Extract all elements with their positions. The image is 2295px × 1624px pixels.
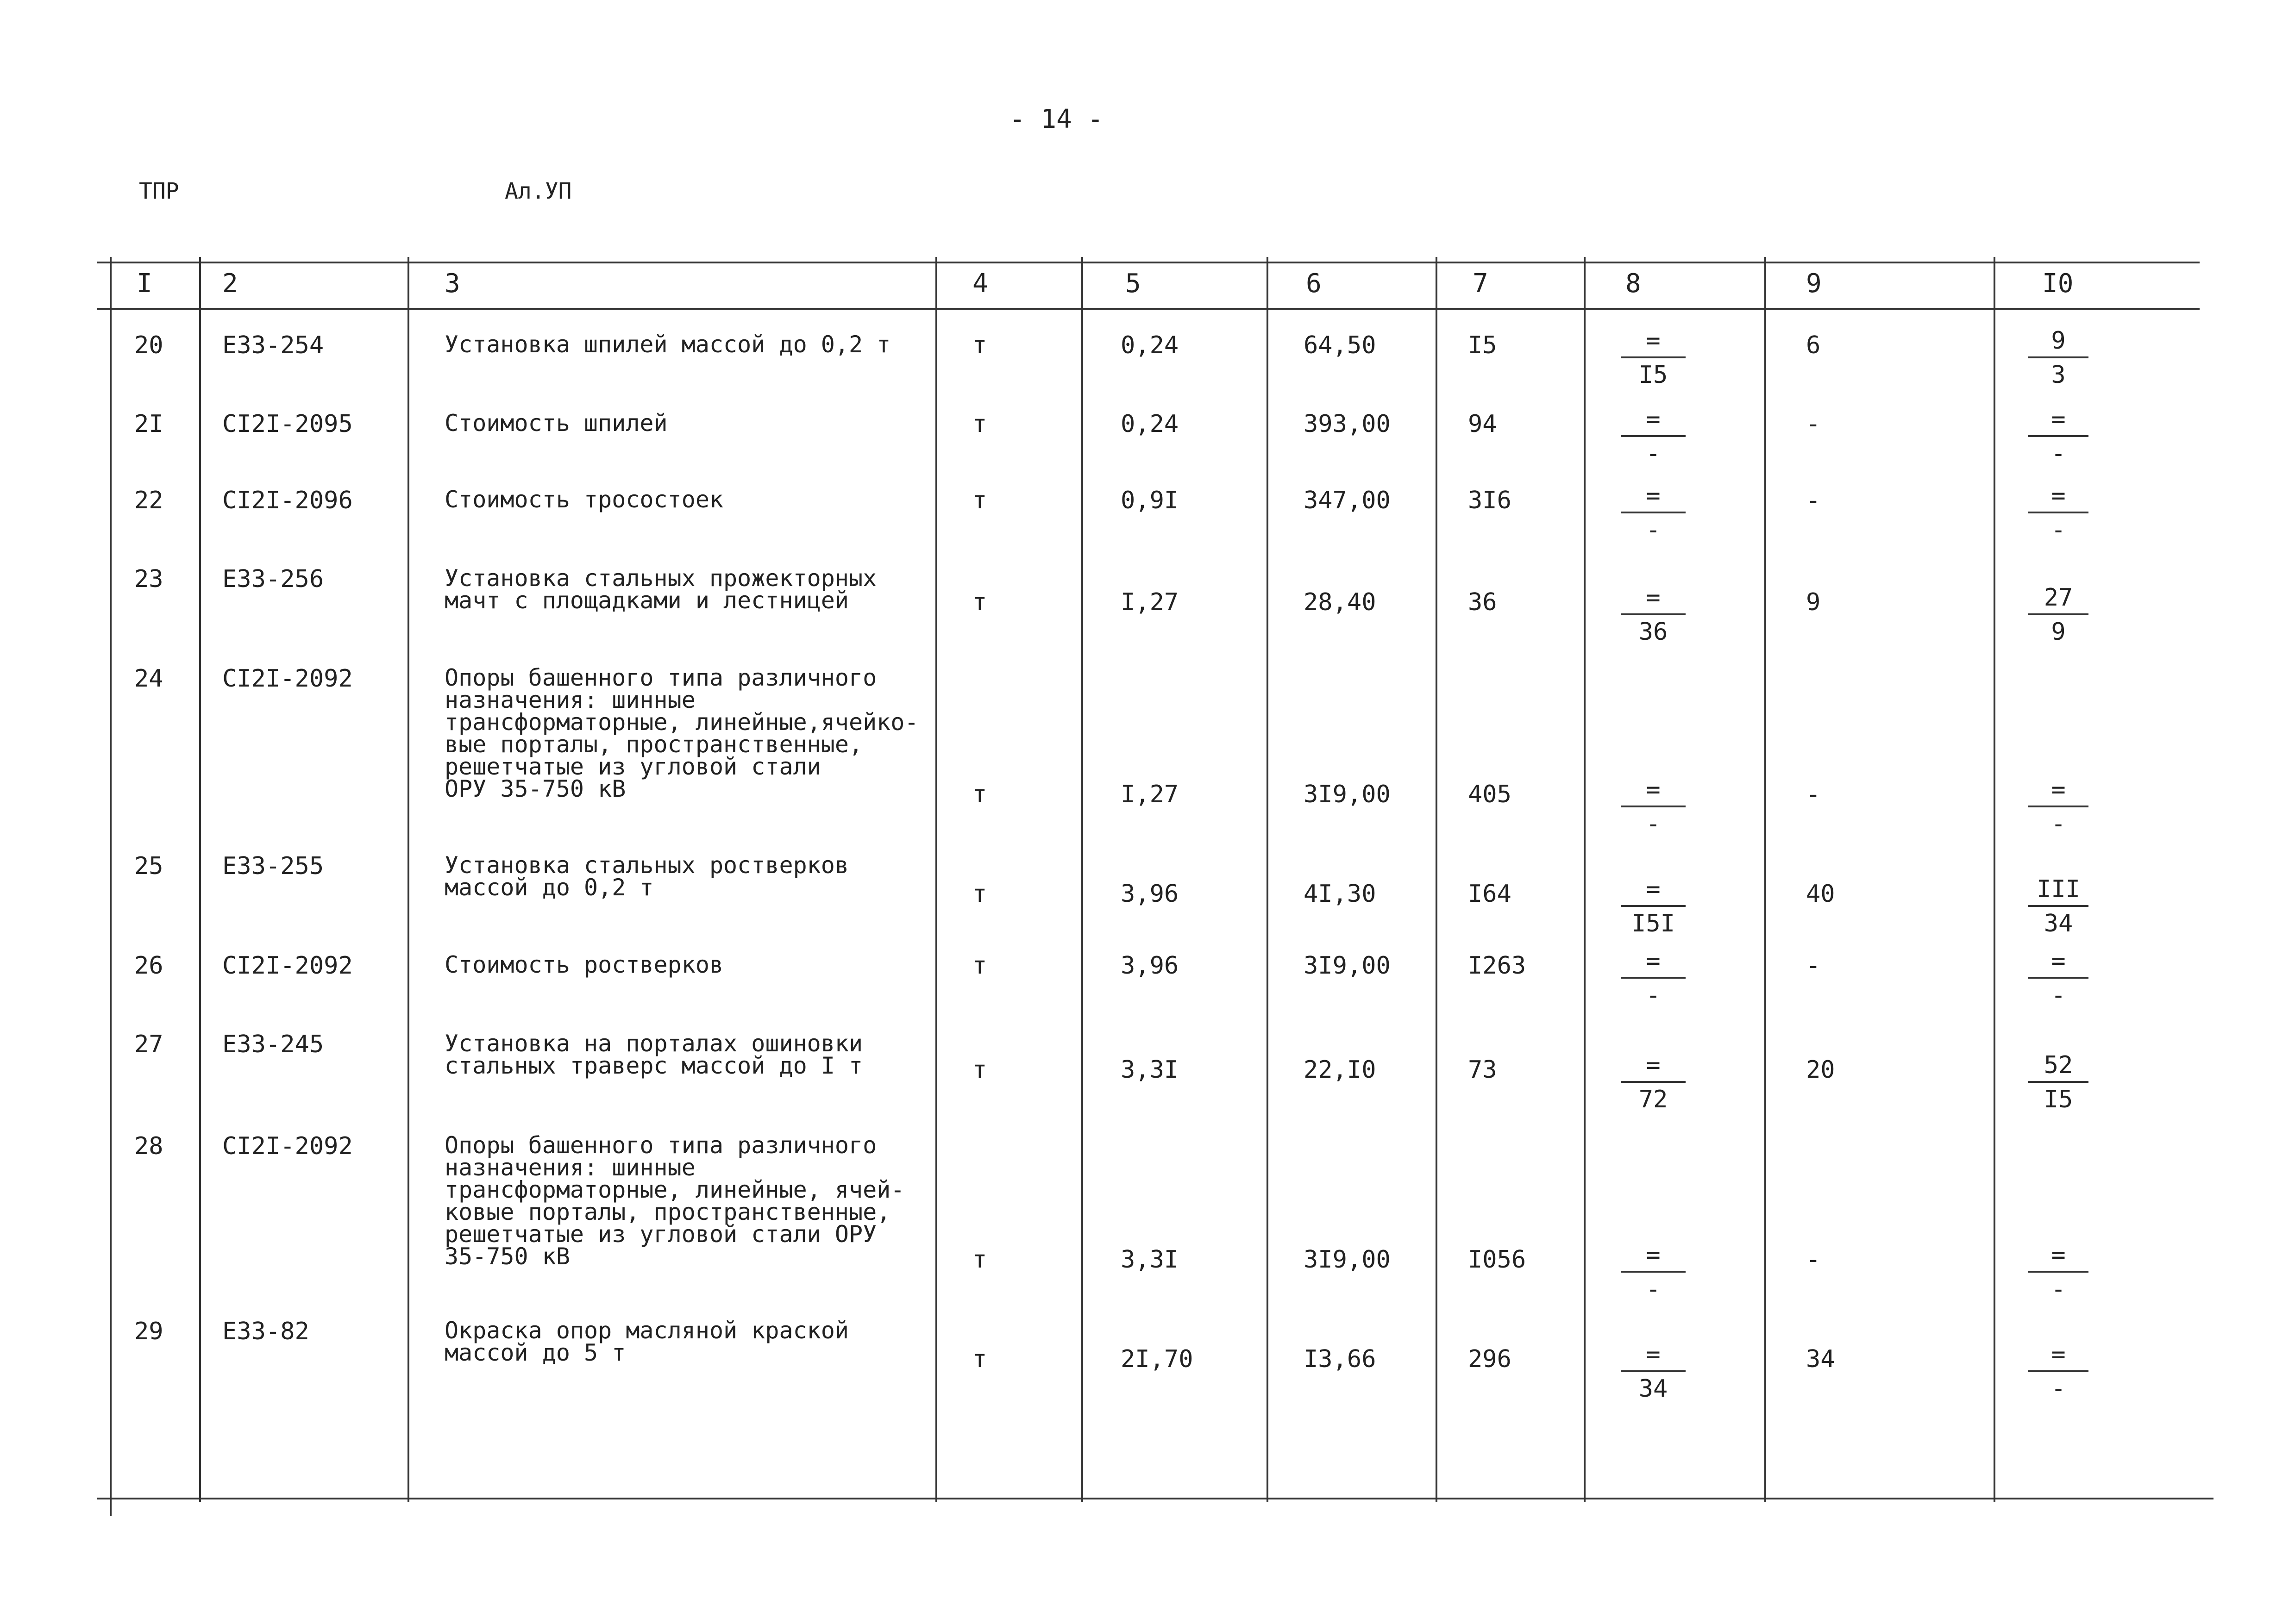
- col-header-1: I: [137, 269, 152, 299]
- row-c10-denominator: I5: [2044, 1086, 2073, 1113]
- row-c10-fraction-bar: [2028, 356, 2088, 358]
- row-description: Установка на порталах ошиновки стальных траверс массой до I т: [445, 1030, 863, 1079]
- row-c10-fraction-bar: [2028, 435, 2088, 437]
- row-c10-numerator: III: [2037, 875, 2080, 903]
- row-c8-denominator: 72: [1638, 1086, 1668, 1113]
- row-code: СI2I-2092: [222, 1132, 353, 1160]
- row-c8-numerator: =: [1646, 1241, 1661, 1269]
- row-unit-price: 3I9,00: [1304, 1246, 1391, 1274]
- row-unit: т: [972, 781, 987, 808]
- row-quantity: 3,3I: [1121, 1056, 1179, 1084]
- row-code: Е33-245: [222, 1031, 324, 1058]
- row-c9: -: [1806, 410, 1821, 438]
- col-header-8: 8: [1625, 269, 1641, 299]
- row-c10-fraction: [2028, 778, 2088, 836]
- row-number: 23: [134, 565, 163, 593]
- row-unit: т: [972, 331, 987, 359]
- row-c10-numerator: =: [2051, 1341, 2066, 1368]
- col-header-3: 3: [445, 269, 460, 299]
- row-number: 22: [134, 487, 163, 514]
- row-unit-price: 28,40: [1304, 588, 1376, 616]
- row-c10-numerator: 52: [2044, 1051, 2073, 1079]
- row-number: 20: [134, 331, 163, 359]
- row-c8-numerator: =: [1646, 406, 1661, 433]
- row-c8-numerator: =: [1646, 327, 1661, 355]
- row-c8-numerator: =: [1646, 1341, 1661, 1368]
- row-description: Установка стальных прожекторных мачт с площадками и лестницей: [445, 565, 877, 614]
- row-unit: т: [972, 410, 987, 438]
- row-c10-numerator: =: [2051, 482, 2066, 510]
- row-code: СI2I-2095: [222, 410, 353, 438]
- row-c8-denominator: -: [1646, 810, 1661, 838]
- row-c8-denominator: -: [1646, 516, 1661, 544]
- row-c8-fraction-bar: [1621, 435, 1686, 437]
- row-total: 405: [1468, 781, 1511, 808]
- row-c8-fraction: [1621, 407, 1686, 466]
- row-total: 94: [1468, 410, 1497, 438]
- row-code: Е33-256: [222, 565, 324, 593]
- row-c9: -: [1806, 952, 1821, 980]
- row-c8-fraction: [1621, 778, 1686, 836]
- row-c9: 20: [1806, 1056, 1835, 1084]
- row-quantity: 3,3I: [1121, 1246, 1179, 1274]
- row-unit: т: [972, 1246, 987, 1274]
- row-total: 3I6: [1468, 487, 1511, 514]
- row-c10-denominator: -: [2051, 981, 2066, 1009]
- row-c8-fraction: [1621, 877, 1686, 936]
- row-c8-fraction-bar: [1621, 1271, 1686, 1273]
- row-c10-denominator: 34: [2044, 910, 2073, 937]
- row-c10-numerator: 27: [2044, 584, 2073, 612]
- row-c8-fraction: [1621, 1343, 1686, 1401]
- row-c10-denominator: 9: [2051, 618, 2066, 646]
- row-c10-fraction: [2028, 949, 2088, 1007]
- row-quantity: 0,24: [1121, 331, 1179, 359]
- row-c10-fraction: [2028, 329, 2088, 387]
- row-quantity: 2I,70: [1121, 1345, 1193, 1373]
- row-unit: т: [972, 1056, 987, 1084]
- row-c10-numerator: =: [2051, 406, 2066, 433]
- row-c8-denominator: -: [1646, 440, 1661, 468]
- row-description: Установка шпилей массой до 0,2 т: [445, 331, 891, 358]
- row-unit-price: 64,50: [1304, 331, 1376, 359]
- row-c10-denominator: -: [2051, 1275, 2066, 1303]
- row-c10-fraction-bar: [2028, 1271, 2088, 1273]
- row-c8-denominator: 34: [1638, 1375, 1668, 1403]
- row-c10-fraction: [2028, 877, 2088, 936]
- row-c8-fraction: [1621, 586, 1686, 644]
- row-c8-fraction: [1621, 1053, 1686, 1112]
- col-header-9: 9: [1806, 269, 1822, 299]
- row-c10-fraction: [2028, 586, 2088, 644]
- row-description: Опоры башенного типа различного назначения: шинные трансформаторные, линейные,ячейко- вые порталы, пространственные, решетчатые из угловой стали ОРУ 35-750 кВ: [445, 664, 919, 802]
- row-c8-numerator: =: [1646, 875, 1661, 903]
- row-c8-fraction: [1621, 1243, 1686, 1301]
- row-description: Стоимость шпилей: [445, 410, 668, 437]
- header-center: Ал.УП: [505, 178, 572, 204]
- row-c10-numerator: =: [2051, 947, 2066, 975]
- row-number: 28: [134, 1132, 163, 1160]
- row-c10-denominator: -: [2051, 1375, 2066, 1403]
- row-number: 24: [134, 665, 163, 693]
- row-unit: т: [972, 952, 987, 980]
- row-total: 73: [1468, 1056, 1497, 1084]
- row-number: 26: [134, 952, 163, 980]
- row-code: СI2I-2092: [222, 952, 353, 980]
- row-total: I5: [1468, 331, 1497, 359]
- row-c8-fraction: [1621, 484, 1686, 542]
- row-description: Стоимость ростверков: [445, 951, 724, 978]
- row-quantity: 0,24: [1121, 410, 1179, 438]
- col-header-7: 7: [1473, 269, 1488, 299]
- row-code: СI2I-2096: [222, 487, 353, 514]
- row-description: Окраска опор масляной краской массой до 5 т: [445, 1317, 849, 1366]
- row-c8-fraction-bar: [1621, 512, 1686, 513]
- row-c9: -: [1806, 781, 1821, 808]
- row-unit: т: [972, 487, 987, 514]
- row-c10-fraction-bar: [2028, 1081, 2088, 1083]
- row-c10-fraction: [2028, 1343, 2088, 1401]
- row-c9: -: [1806, 487, 1821, 514]
- row-number: 25: [134, 852, 163, 880]
- row-c8-numerator: =: [1646, 584, 1661, 612]
- col-header-6: 6: [1306, 269, 1322, 299]
- row-c9: 6: [1806, 331, 1821, 359]
- header-left: ТПР: [139, 178, 179, 204]
- row-unit: т: [972, 880, 987, 908]
- row-code: Е33-254: [222, 331, 324, 359]
- row-description: Стоимость тросостоек: [445, 486, 724, 513]
- row-description: Установка стальных ростверков массой до 0,2 т: [445, 852, 849, 901]
- col-header-2: 2: [222, 269, 238, 299]
- row-number: 29: [134, 1318, 163, 1345]
- row-c8-fraction: [1621, 329, 1686, 387]
- row-quantity: 0,9I: [1121, 487, 1179, 514]
- row-c10-fraction-bar: [2028, 977, 2088, 979]
- row-c10-denominator: -: [2051, 810, 2066, 838]
- row-quantity: 3,96: [1121, 880, 1179, 908]
- row-quantity: I,27: [1121, 588, 1179, 616]
- row-c8-fraction-bar: [1621, 905, 1686, 907]
- row-c9: 40: [1806, 880, 1835, 908]
- row-c8-fraction-bar: [1621, 977, 1686, 979]
- row-code: СI2I-2092: [222, 665, 353, 693]
- col-header-5: 5: [1125, 269, 1141, 299]
- row-total: 296: [1468, 1345, 1511, 1373]
- row-c8-fraction-bar: [1621, 1081, 1686, 1083]
- row-c8-denominator: 36: [1638, 618, 1668, 646]
- row-c10-fraction-bar: [2028, 512, 2088, 513]
- row-c8-denominator: I5I: [1631, 910, 1675, 937]
- row-c10-fraction: [2028, 1243, 2088, 1301]
- row-quantity: I,27: [1121, 781, 1179, 808]
- row-c10-fraction-bar: [2028, 905, 2088, 907]
- row-unit-price: 347,00: [1304, 487, 1391, 514]
- row-c10-fraction-bar: [2028, 613, 2088, 615]
- row-c10-denominator: -: [2051, 440, 2066, 468]
- row-description: Опоры башенного типа различного назначения: шинные трансформаторные, линейные, ячей- ковые порталы, пространственные, решетчатые из угловой стали ОРУ 35-750 кВ: [445, 1132, 905, 1270]
- row-quantity: 3,96: [1121, 952, 1179, 980]
- row-c8-denominator: -: [1646, 1275, 1661, 1303]
- row-unit: т: [972, 588, 987, 616]
- row-c8-denominator: I5: [1638, 361, 1668, 389]
- row-c9: 34: [1806, 1345, 1835, 1373]
- row-code: Е33-255: [222, 852, 324, 880]
- row-c8-denominator: -: [1646, 981, 1661, 1009]
- row-c10-denominator: 3: [2051, 361, 2066, 389]
- col-header-10: I0: [2042, 269, 2074, 299]
- row-c9: -: [1806, 1246, 1821, 1274]
- row-c8-fraction-bar: [1621, 1370, 1686, 1372]
- row-unit-price: 393,00: [1304, 410, 1391, 438]
- row-unit-price: 3I9,00: [1304, 781, 1391, 808]
- row-number: 27: [134, 1031, 163, 1058]
- row-c10-fraction: [2028, 484, 2088, 542]
- row-c8-numerator: =: [1646, 947, 1661, 975]
- row-c8-fraction-bar: [1621, 806, 1686, 807]
- row-total: 36: [1468, 588, 1497, 616]
- row-total: I263: [1468, 952, 1526, 980]
- row-total: I64: [1468, 880, 1511, 908]
- page-number: - 14 -: [1010, 104, 1104, 134]
- row-c8-fraction-bar: [1621, 356, 1686, 358]
- row-c10-fraction-bar: [2028, 806, 2088, 807]
- row-number: 2I: [134, 410, 163, 438]
- row-c10-denominator: -: [2051, 516, 2066, 544]
- row-c9: 9: [1806, 588, 1821, 616]
- row-c8-numerator: =: [1646, 776, 1661, 804]
- row-c10-fraction: [2028, 407, 2088, 466]
- row-unit: т: [972, 1345, 987, 1373]
- row-c10-fraction: [2028, 1053, 2088, 1112]
- row-c8-fraction: [1621, 949, 1686, 1007]
- row-unit-price: I3,66: [1304, 1345, 1376, 1373]
- row-c8-fraction-bar: [1621, 613, 1686, 615]
- row-total: I056: [1468, 1246, 1526, 1274]
- row-unit-price: 3I9,00: [1304, 952, 1391, 980]
- row-c10-numerator: =: [2051, 776, 2066, 804]
- row-unit-price: 4I,30: [1304, 880, 1376, 908]
- row-c10-numerator: =: [2051, 1241, 2066, 1269]
- row-c8-numerator: =: [1646, 482, 1661, 510]
- row-c10-fraction-bar: [2028, 1370, 2088, 1372]
- row-c10-numerator: 9: [2051, 327, 2066, 355]
- row-c8-numerator: =: [1646, 1051, 1661, 1079]
- row-code: Е33-82: [222, 1318, 309, 1345]
- row-unit-price: 22,I0: [1304, 1056, 1376, 1084]
- col-header-4: 4: [972, 269, 988, 299]
